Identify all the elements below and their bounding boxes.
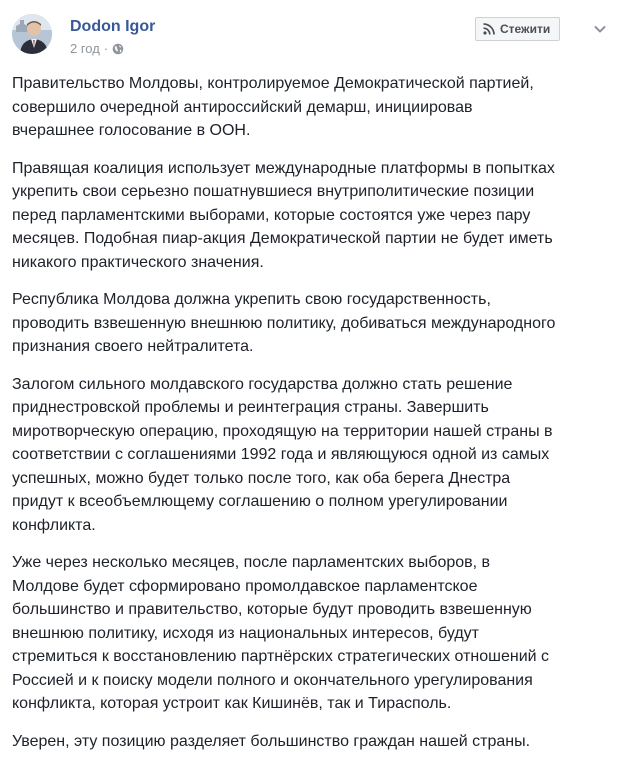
post-body [12, 72, 616, 767]
globe-icon[interactable] [112, 43, 124, 55]
avatar-photo [12, 14, 52, 54]
post-paragraph: Правящая коалиция использует международные платформы в попытках укрепить свои серьезно пошатнувшиеся внутриполитические позиции перед парламентскими выборами, которые состоятся уже через пару месяцев. Подобная пиар-акция Демократической партии не будет иметь никакого практического значения. [12, 159, 555, 271]
rss-icon [483, 23, 495, 35]
post-header [0, 0, 621, 64]
post-timestamp[interactable]: 2 год [70, 41, 100, 56]
meta-separator: · [103, 41, 109, 56]
author-avatar[interactable] [12, 14, 52, 54]
post-paragraph: Уверен, эту позицию разделяет большинство граждан нашей страны. [12, 732, 531, 750]
post-paragraph: Республика Молдова должна укрепить свою государственность, проводить взвешенную внешнюю политику, добиваться международного признания своего нейтралитета. [12, 291, 556, 355]
follow-label: Стежити [500, 22, 551, 36]
follow-button[interactable] [475, 17, 560, 41]
chevron-down-icon[interactable] [593, 22, 607, 36]
author-name[interactable]: Dodon Igor [70, 18, 156, 35]
post-paragraph: Правительство Молдовы, контролируемое Демократической партией, совершило очередной антироссийский демарш, инициировав вчерашнее голосование в ООН. [12, 75, 534, 139]
post-paragraph: Залогом сильного молдавского государства должно стать решение приднестровской проблемы и реинтеграция страны. Завершить миротворческую операцию, проходящую на территории нашей страны в соответствии с соглашениями 1992 года и являющуюся одной из самых успешных, можно будет только после того, как оба берега Днестра придут к всеобъемлющему соглашению о полном урегулировании конфликта. [12, 375, 553, 534]
post-meta [70, 41, 124, 57]
post-paragraph: Уже через несколько месяцев, после парламентских выборов, в Молдове будет сформировано промолдавское парламентское большинство и правительство, которые будут проводить взвешенную внешнюю политику, исходя из национальных интересов, будут стремиться к восстановлению партнёрских стратегических отношений с Россией и к поиску модели полного и окончательного урегулирования конфликта, которая устроит как Кишинёв, так и Тирасполь. [12, 554, 550, 712]
